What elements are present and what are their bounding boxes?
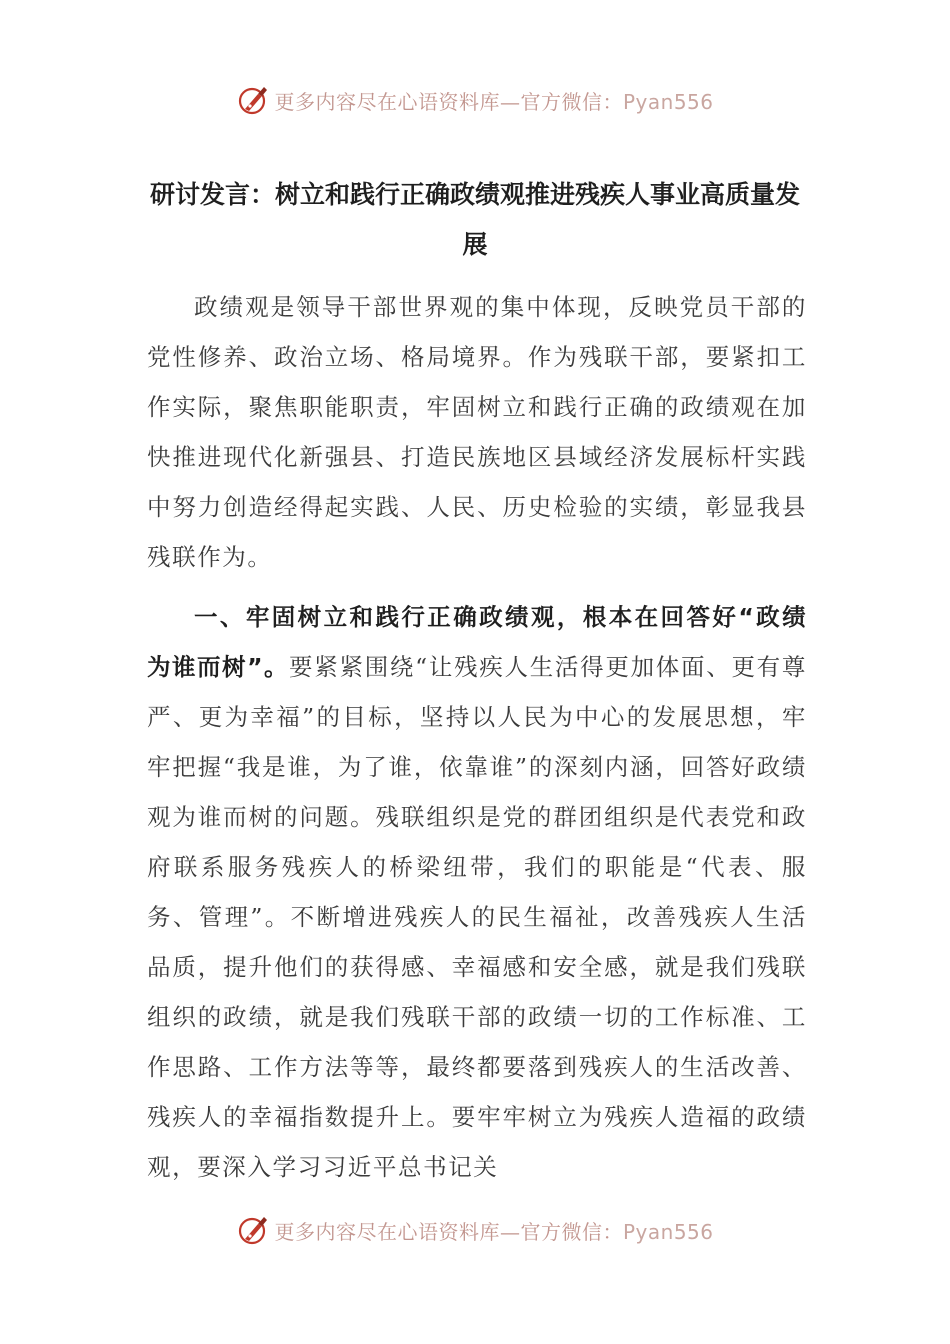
pen-nib-logo-icon	[236, 1213, 270, 1247]
footer-watermark-text	[274, 1216, 713, 1245]
header-site-name: 更多内容尽在心语资料库	[274, 89, 500, 114]
paragraph-text: 政绩观是领导干部世界观的集中体现，反映党员干部的党性修养、政治立场、格局境界。作为残联干部，要紧扣工作实际，聚焦职能职责，牢固树立和践行正确的政绩观在加快推进现代化新强县、打造民族地区县域经济发展标杆实践中努力创造经得起实践、人民、历史检验的实绩，彰显我县残联作为。	[147, 293, 807, 571]
section-one-heading: 一、牢固树立和践行正确政绩观，根本在回答好“政绩为谁而树”。	[147, 603, 807, 681]
header-dash: —	[499, 89, 521, 114]
footer-wechat-id: Pyan556	[622, 1219, 714, 1244]
header-watermark-banner	[0, 80, 950, 120]
paragraph-section-one	[147, 592, 807, 1192]
pen-nib-logo-icon	[236, 83, 270, 117]
footer-wechat-label: 官方微信：	[520, 1219, 623, 1244]
document-title: 研讨发言：树立和践行正确政绩观推进残疾人事业高质量发展	[149, 180, 800, 259]
footer-dash: —	[499, 1219, 521, 1244]
paragraph-text: 要紧紧围绕“让残疾人生活得更加体面、更有尊严、更为幸福”的目标，坚持以人民为中心的发展思想，牢牢把握“我是谁，为了谁，依靠谁”的深刻内涵，回答好政绩观为谁而树的问题。残联组织是党的群团组织是代表党和政府联系服务残疾人的桥梁纽带，我们的职能是“代表、服务、管理”。不断增进残疾人的民生福祉，改善残疾人生活品质，提升他们的获得感、幸福感和安全感，就是我们残联组织的政绩，就是我们残联干部的政绩一切的工作标准、工作思路、工作方法等等，最终都要落到残疾人的生活改善、残疾人的幸福指数提升上。要牢牢树立为残疾人造福的政绩观，要深入学习习近平总书记关	[147, 653, 807, 1181]
footer-watermark-banner	[0, 1210, 950, 1250]
paragraph-intro	[147, 282, 807, 582]
header-watermark-text	[274, 86, 713, 115]
document-body	[147, 282, 807, 1192]
header-wechat-id: Pyan556	[622, 89, 714, 114]
header-wechat-label: 官方微信：	[520, 89, 623, 114]
footer-site-name: 更多内容尽在心语资料库	[274, 1219, 500, 1244]
